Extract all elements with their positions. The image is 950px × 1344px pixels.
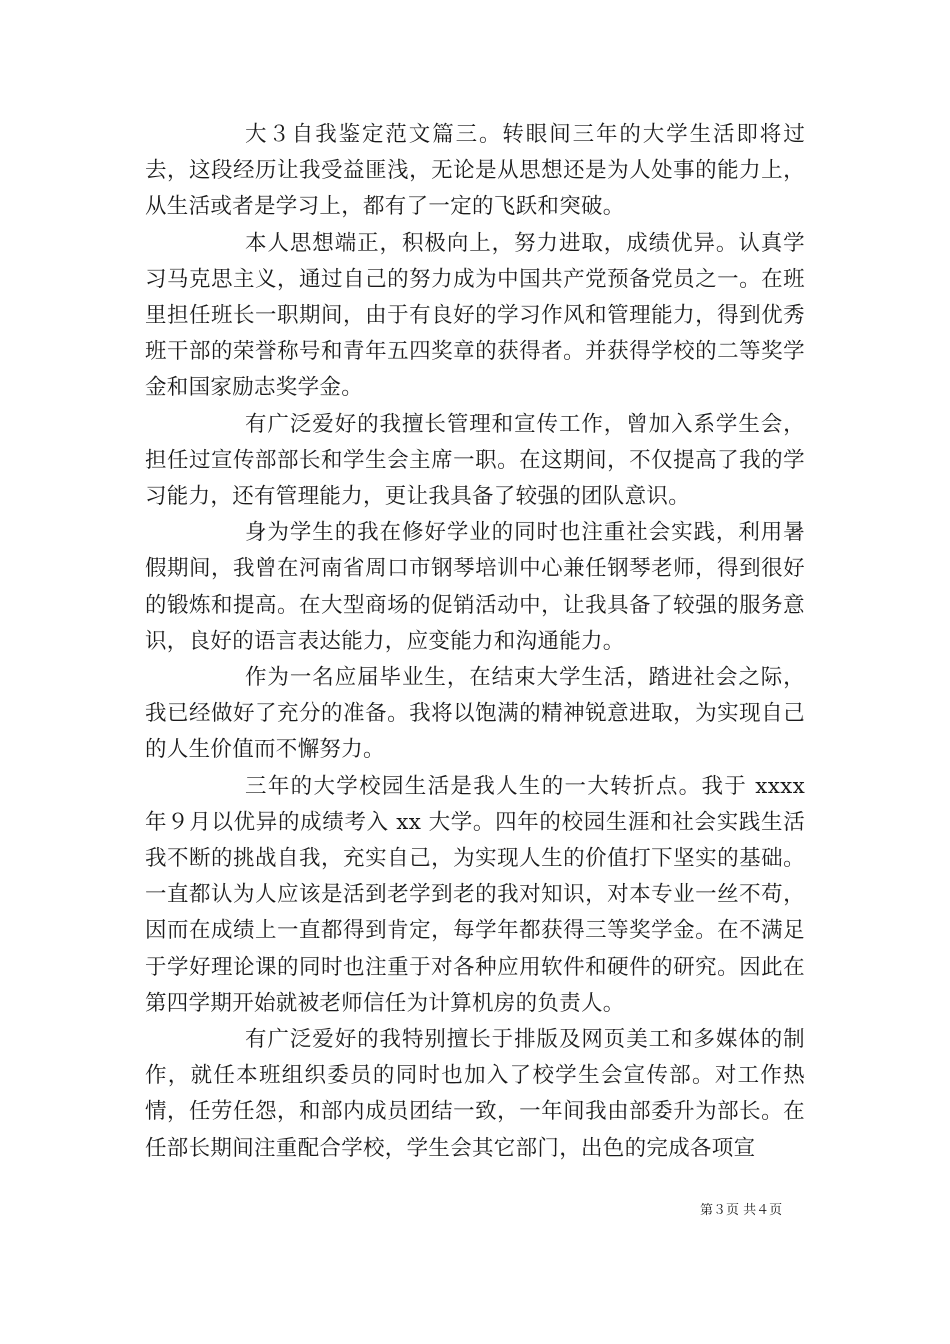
- paragraph-6: 三年的大学校园生活是我人生的一大转折点。我于 xxxx 年９月以优异的成绩考入 xx 大学。四年的校园生涯和社会实践生活我不断的挑战自我，充实自己，为实现人生的价值打下坚实的基础。一直都认为人应该是活到老学到老的我对知识，对本专业一丝不苟，因而在成绩上一直都得到肯定，每学年都获得三等奖学金。在不满足于学好理论课的同时也注重于对各种应用软件和硬件的研究。因此在第四学期开始就被老师信任为计算机房的负责人。: [145, 773, 805, 1016]
- paragraph-2: 本人思想端正，积极向上，努力进取，成绩优异。认真学习马克思主义，通过自己的努力成为中国共产党预备党员之一。在班里担任班长一职期间，由于有良好的学习作风和管理能力，得到优秀班干部的荣誉称号和青年五四奖章的获得者。并获得学校的二等奖学金和国家励志奖学金。: [145, 230, 805, 401]
- paragraph-7: 有广泛爱好的我特别擅长于排版及网页美工和多媒体的制作，就任本班组织委员的同时也加入了校学生会宣传部。对工作热情，任劳任怨，和部内成员团结一致，一年间我由部委升为部长。在任部长期间注重配合学校，学生会其它部门，出色的完成各项宣: [145, 1027, 805, 1161]
- paragraph-5: 作为一名应届毕业生，在结束大学生活，踏进社会之际，我已经做好了充分的准备。我将以饱满的精神锐意进取，为实现自己的人生价值而不懈努力。: [145, 665, 805, 763]
- paragraph-4: 身为学生的我在修好学业的同时也注重社会实践，利用暑假期间，我曾在河南省周口市钢琴培训中心兼任钢琴老师，得到很好的锻炼和提高。在大型商场的促销活动中，让我具备了较强的服务意识，良好的语言表达能力，应变能力和沟通能力。: [145, 520, 805, 654]
- page-number-footer: 第３页 共４页: [700, 1203, 783, 1218]
- document-body: [145, 117, 805, 1167]
- paragraph-1: 大３自我鉴定范文篇三。转眼间三年的大学生活即将过去，这段经历让我受益匪浅，无论是从思想还是为人处事的能力上，从生活或者是学习上，都有了一定的飞跃和突破。: [145, 122, 805, 220]
- paragraph-3: 有广泛爱好的我擅长管理和宣传工作，曾加入系学生会，担任过宣传部部长和学生会主席一职。在这期间，不仅提高了我的学习能力，还有管理能力，更让我具备了较强的团队意识。: [145, 411, 805, 510]
